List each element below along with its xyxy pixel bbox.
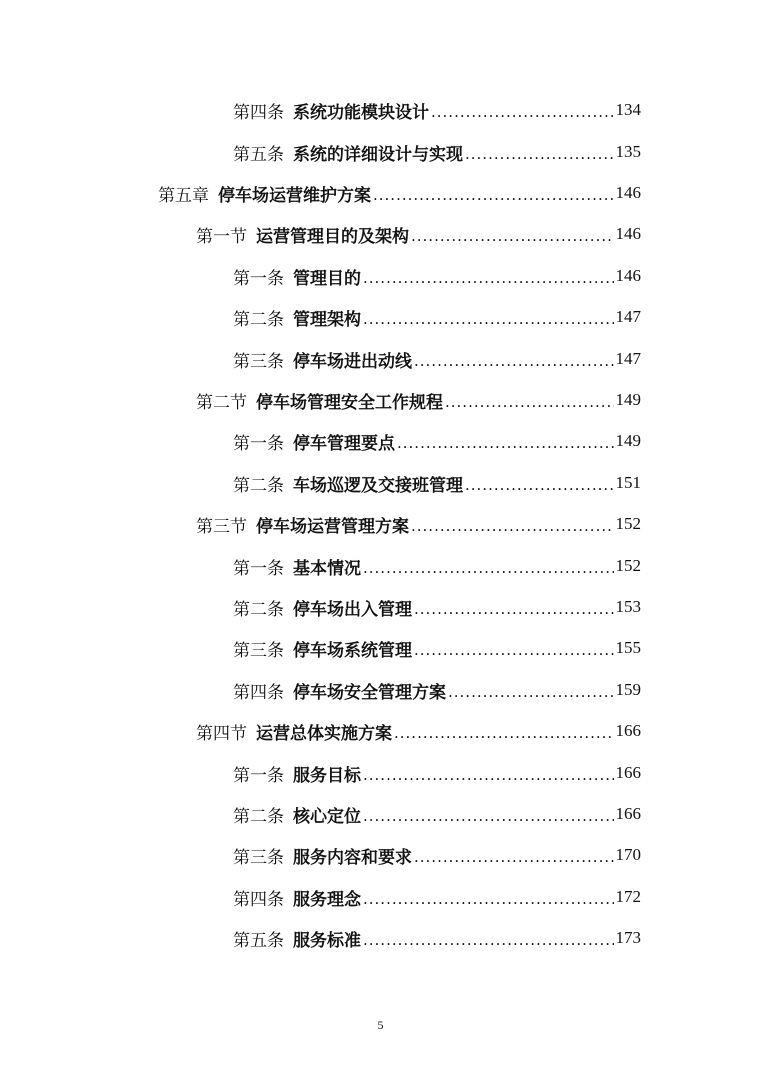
toc-page: 146 xyxy=(615,224,641,243)
toc-leader-dots xyxy=(394,721,614,745)
toc-page: 170 xyxy=(615,845,641,864)
toc-page: 151 xyxy=(615,473,641,492)
toc-entry[interactable] xyxy=(233,926,641,950)
toc-title: 停车场安全管理方案 xyxy=(293,682,446,703)
toc-entry[interactable] xyxy=(233,678,641,702)
toc-label: 第一条 xyxy=(233,268,284,289)
toc-entry[interactable] xyxy=(233,305,641,329)
toc-leader-dots xyxy=(414,845,614,869)
toc-entry[interactable] xyxy=(233,264,641,288)
toc-entry[interactable] xyxy=(233,595,641,619)
toc-page: 166 xyxy=(615,763,641,782)
toc-title: 停车场运营管理方案 xyxy=(256,516,409,537)
toc-title: 管理架构 xyxy=(293,309,361,330)
toc-page: 134 xyxy=(615,100,641,119)
toc-page: 149 xyxy=(615,390,641,409)
toc-page: 152 xyxy=(615,556,641,575)
toc-label: 第二条 xyxy=(233,475,284,496)
toc-leader-dots xyxy=(363,928,614,952)
toc-leader-dots xyxy=(363,556,614,580)
toc-label: 第一条 xyxy=(233,765,284,786)
toc-title: 服务理念 xyxy=(293,889,361,910)
toc-label: 第二条 xyxy=(233,309,284,330)
toc-label: 第三条 xyxy=(233,847,284,868)
toc-page: 173 xyxy=(615,928,641,947)
toc-label: 第四条 xyxy=(233,682,284,703)
toc-leader-dots xyxy=(363,307,614,331)
toc-page: 159 xyxy=(615,680,641,699)
toc-page: 152 xyxy=(615,514,641,533)
toc-leader-dots xyxy=(448,680,614,704)
page-number: 5 xyxy=(377,1018,384,1032)
toc-title: 停车管理要点 xyxy=(293,433,395,454)
toc-leader-dots xyxy=(414,349,614,373)
toc-leader-dots xyxy=(465,473,614,497)
toc-title: 系统功能模块设计 xyxy=(293,102,429,123)
toc-label: 第一节 xyxy=(196,226,247,247)
toc-label: 第三条 xyxy=(233,351,284,372)
toc-leader-dots xyxy=(363,887,614,911)
toc-label: 第五条 xyxy=(233,930,284,951)
toc-entry[interactable] xyxy=(233,98,641,122)
toc-entry[interactable] xyxy=(233,843,641,867)
toc-entry[interactable] xyxy=(233,761,641,785)
toc-entry[interactable] xyxy=(196,719,641,743)
toc-page: 149 xyxy=(615,431,641,450)
toc-title: 运营总体实施方案 xyxy=(256,723,392,744)
toc-title: 停车场进出动线 xyxy=(293,351,412,372)
toc-page: 146 xyxy=(615,266,641,285)
toc-label: 第五条 xyxy=(233,144,284,165)
toc-entry[interactable] xyxy=(233,140,641,164)
toc-label: 第一条 xyxy=(233,433,284,454)
toc-entry[interactable] xyxy=(233,347,641,371)
toc-leader-dots xyxy=(411,514,614,538)
toc-title: 服务目标 xyxy=(293,765,361,786)
toc-entry[interactable] xyxy=(233,636,641,660)
toc-page: 146 xyxy=(615,183,641,202)
toc-title: 核心定位 xyxy=(293,806,361,827)
toc-title: 服务标准 xyxy=(293,930,361,951)
toc-leader-dots xyxy=(414,638,614,662)
toc-page: 135 xyxy=(615,142,641,161)
toc-leader-dots xyxy=(465,142,614,166)
toc-page: 153 xyxy=(615,597,641,616)
toc-entry[interactable] xyxy=(233,554,641,578)
toc-label: 第三条 xyxy=(233,640,284,661)
toc-entry[interactable] xyxy=(158,181,641,205)
toc-page: 166 xyxy=(615,721,641,740)
toc-page: 147 xyxy=(615,307,641,326)
toc-entry[interactable] xyxy=(233,429,641,453)
toc-title: 停车场系统管理 xyxy=(293,640,412,661)
toc-label: 第二节 xyxy=(196,392,247,413)
toc-title: 车场巡逻及交接班管理 xyxy=(293,475,463,496)
toc-label: 第二条 xyxy=(233,599,284,620)
toc-leader-dots xyxy=(431,100,614,124)
toc-entry[interactable] xyxy=(196,388,641,412)
toc-leader-dots xyxy=(414,597,614,621)
toc-label: 第四条 xyxy=(233,102,284,123)
toc-leader-dots xyxy=(397,431,614,455)
toc-leader-dots xyxy=(363,804,614,828)
toc-title: 服务内容和要求 xyxy=(293,847,412,868)
toc-page: 166 xyxy=(615,804,641,823)
toc-title: 停车场运营维护方案 xyxy=(218,185,371,206)
toc-page: 147 xyxy=(615,349,641,368)
toc-label: 第五章 xyxy=(158,185,209,206)
toc-entry[interactable] xyxy=(233,471,641,495)
toc-leader-dots xyxy=(411,224,614,248)
toc-page: 155 xyxy=(615,638,641,657)
toc-entry[interactable] xyxy=(233,885,641,909)
toc-page: 172 xyxy=(615,887,641,906)
toc-entry[interactable] xyxy=(196,222,641,246)
toc-title: 停车场管理安全工作规程 xyxy=(256,392,443,413)
toc-leader-dots xyxy=(373,183,614,207)
toc-label: 第四节 xyxy=(196,723,247,744)
toc-leader-dots xyxy=(445,390,614,414)
toc-leader-dots xyxy=(363,763,614,787)
toc-entry[interactable] xyxy=(233,802,641,826)
toc-title: 运营管理目的及架构 xyxy=(256,226,409,247)
toc-label: 第二条 xyxy=(233,806,284,827)
toc-label: 第三节 xyxy=(196,516,247,537)
toc-label: 第一条 xyxy=(233,558,284,579)
toc-title: 停车场出入管理 xyxy=(293,599,412,620)
toc-entry[interactable] xyxy=(196,512,641,536)
toc-leader-dots xyxy=(363,266,614,290)
toc-title: 系统的详细设计与实现 xyxy=(293,144,463,165)
toc-title: 管理目的 xyxy=(293,268,361,289)
toc-title: 基本情况 xyxy=(293,558,361,579)
toc-label: 第四条 xyxy=(233,889,284,910)
